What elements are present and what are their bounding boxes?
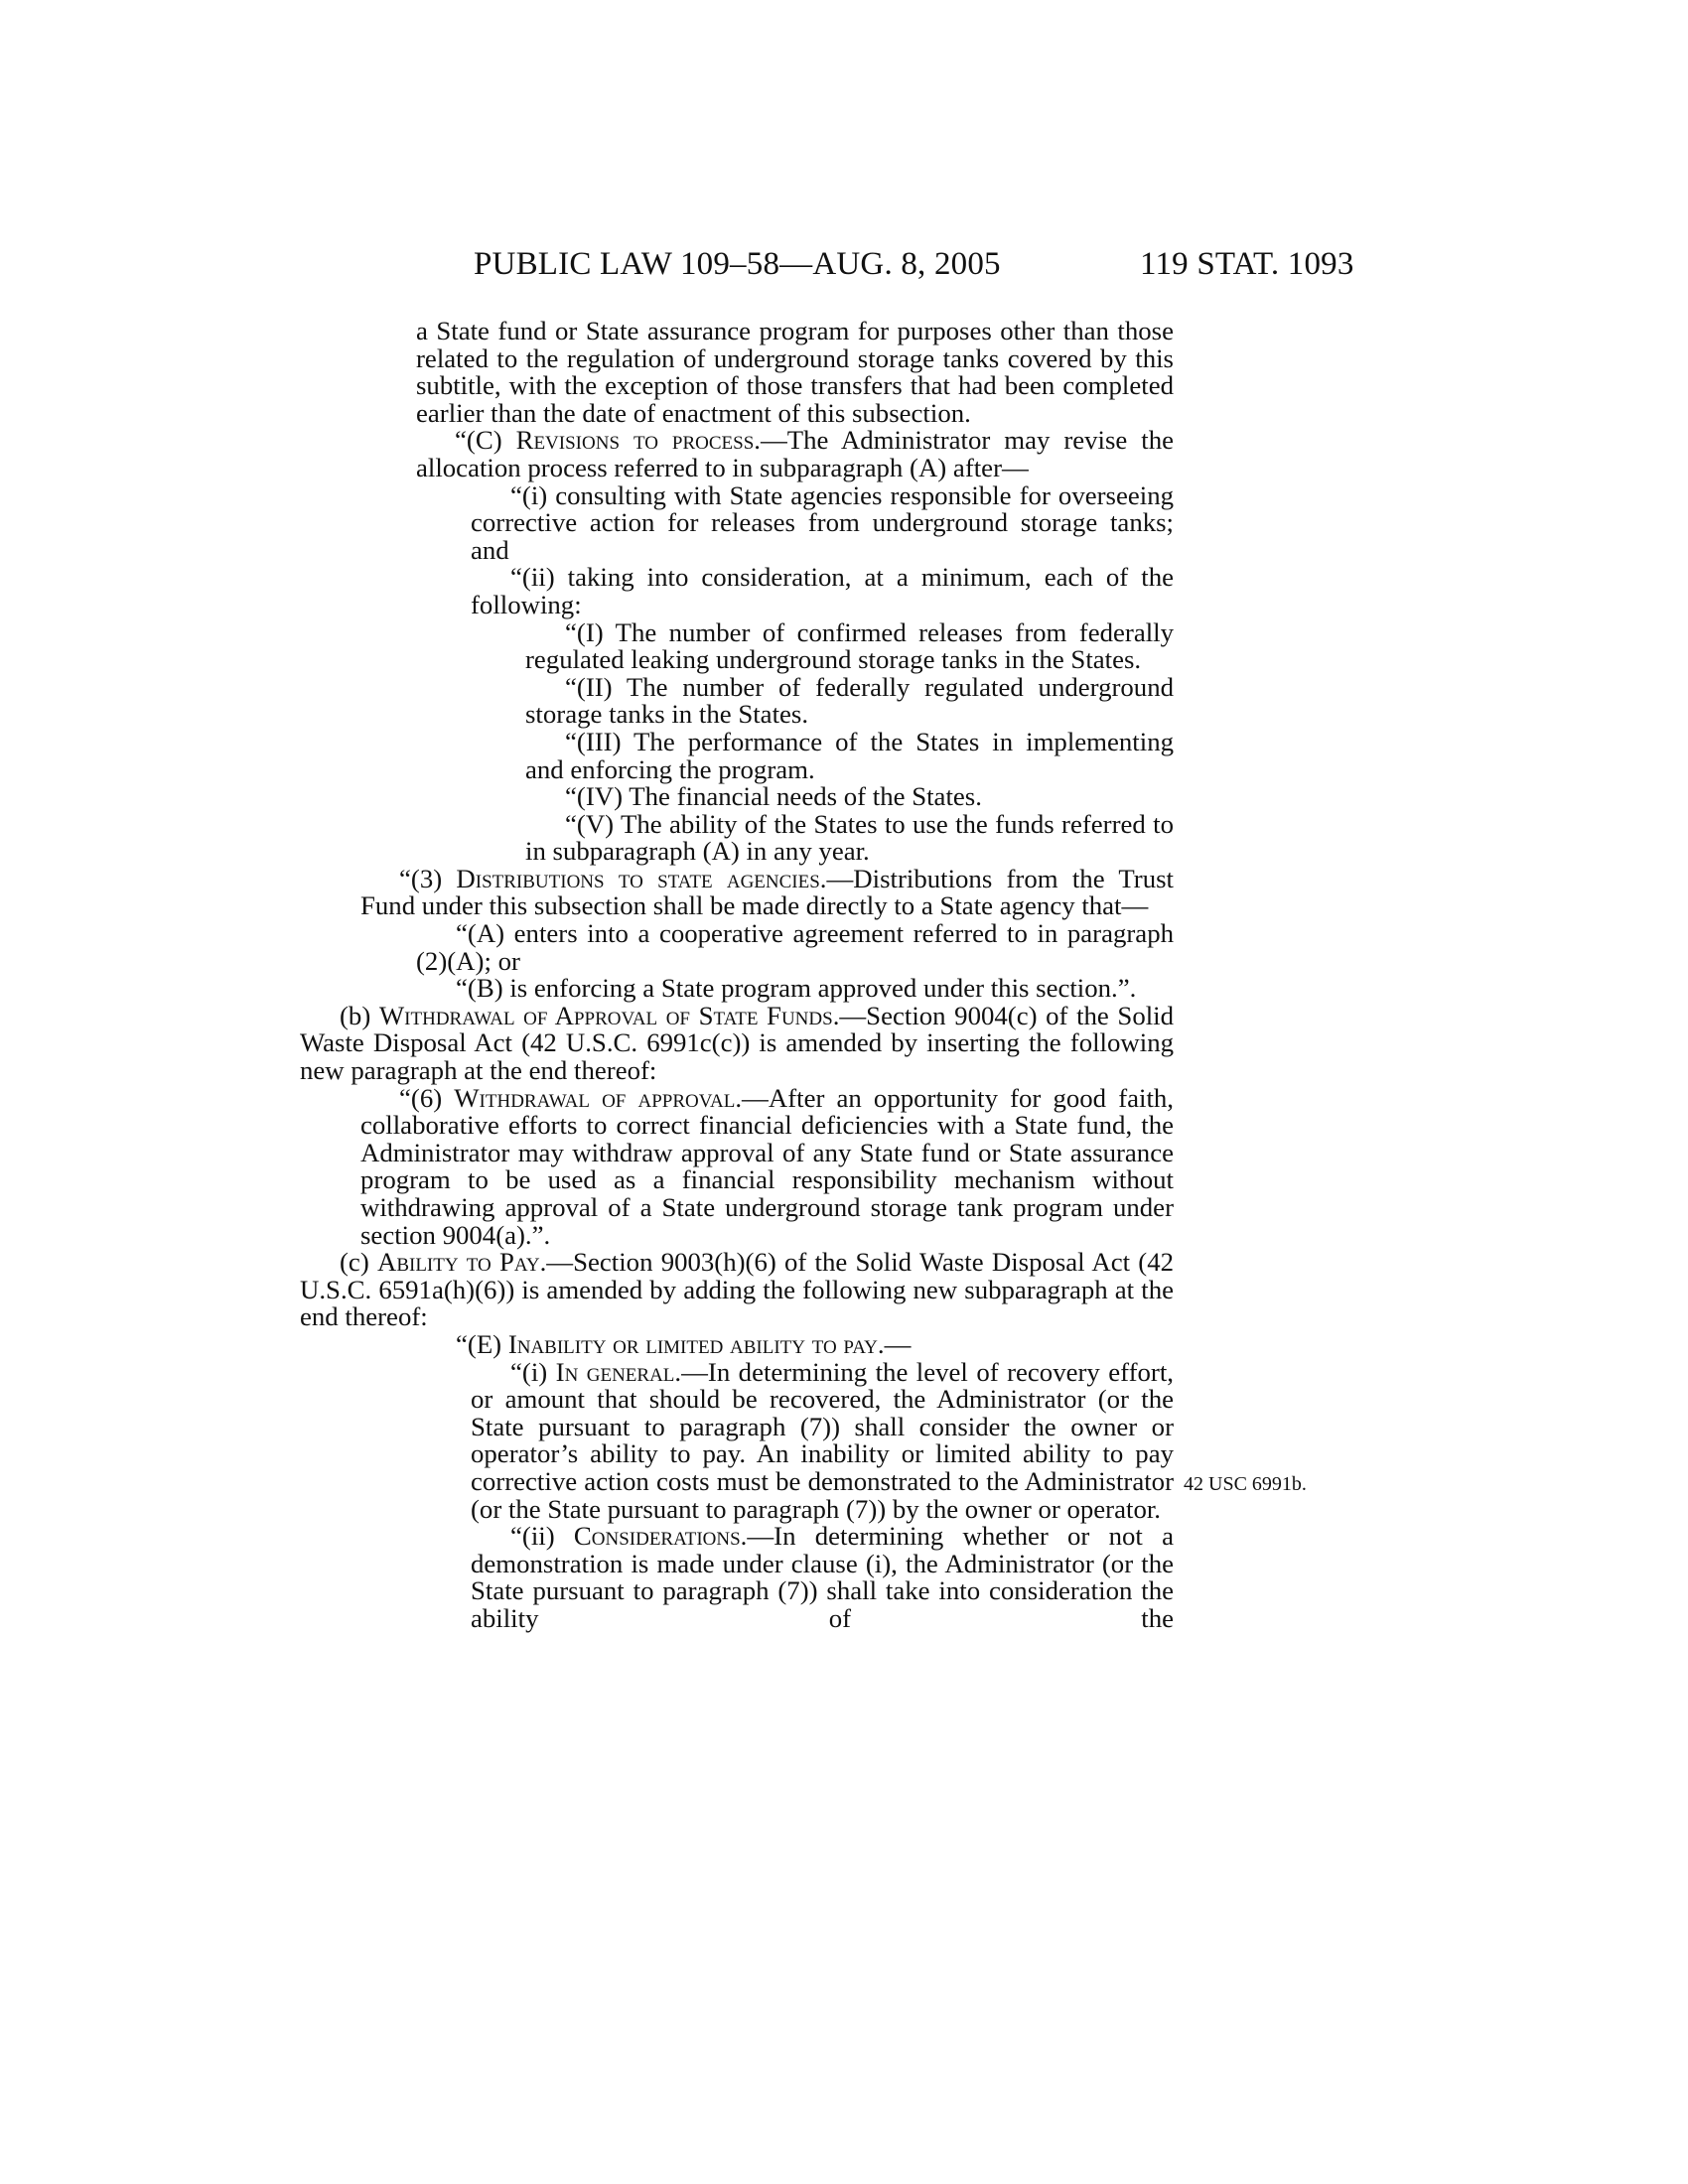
subsection-heading: Ability to Pay <box>376 1247 540 1278</box>
paragraph: “(6) Withdrawal of approval.—After an opportunity for good faith, collaborative efforts to correct financial deficiencies with a State fund, the Administrator may withdraw approval of any State fund or State assurance program to be used as a financial responsibility mechanism without withdrawing approval of a State underground storage tank program under section 9004(a).”. <box>360 1082 1175 1250</box>
statute-body <box>300 318 1174 1633</box>
paragraph: a State fund or State assurance program for purposes other than those related to the regulation of underground storage tanks covered by this subtitle, with the exception of those transfers that had been completed earlier than the date of enactment of this subsection. <box>416 316 1174 428</box>
running-head-page-number: 119 STAT. 1093 <box>1140 246 1354 282</box>
paragraph: “(ii) Considerations.—In determining whether or not a demonstration is made under clause (i), the Administrator (or the State pursuant to paragraph (7)) shall take into consideration the ability of the <box>471 1521 1174 1633</box>
subsection-heading: Withdrawal of approval <box>454 1082 736 1113</box>
margin-citation-note: 42 USC 6991b. <box>1184 1473 1307 1495</box>
subsection-heading: Withdrawal of Approval of State Funds <box>378 1000 833 1030</box>
paragraph: “(II) The number of federally regulated underground storage tanks in the States. <box>525 671 1174 730</box>
paragraph: “(i) In general.—In determining the level of recovery effort, or amount that should be recovered, the Administrator (or the State pursuant to paragraph (7)) shall consider the owner or operator’s ability to pay. An inability or limited ability to pay corrective action costs must be demonstrated to the Administrator (or the State pursuant to paragraph (7)) by the owner or operator. <box>471 1356 1174 1524</box>
subsection-heading: Considerations <box>573 1521 741 1552</box>
paragraph: “(V) The ability of the States to use the funds referred to in subparagraph (A) in any year. <box>525 808 1174 867</box>
paragraph: “(3) Distributions to state agencies.—Distributions from the Trust Fund under this subsection shall be made directly to a State agency that— <box>360 863 1174 921</box>
subsection-heading: Revisions to process <box>515 425 755 456</box>
subsection-heading: Inability or limited ability to pay <box>507 1328 878 1359</box>
running-head-title: PUBLIC LAW 109–58—AUG. 8, 2005 <box>474 246 1001 282</box>
paragraph: “(I) The number of confirmed releases from federally regulated leaking underground storage tanks in the States. <box>525 616 1174 675</box>
paragraph: “(i) consulting with State agencies responsible for overseeing corrective action for releases from underground storage tanks; and <box>471 479 1174 565</box>
subsection-heading: In general <box>555 1356 675 1387</box>
paragraph: “(IV) The financial needs of the States. <box>565 781 982 812</box>
paragraph: (c) Ability to Pay.—Section 9003(h)(6) of the Solid Waste Disposal Act (42 U.S.C. 6591a(h)(6)) is amended by adding the following new subparagraph at the end thereof: <box>300 1247 1174 1332</box>
paragraph: “(C) Revisions to process.—The Administrator may revise the allocation process referred to in subparagraph (A) after— <box>416 425 1175 482</box>
paragraph: “(E) Inability or limited ability to pay.— <box>456 1328 912 1359</box>
paragraph: “(A) enters into a cooperative agreement referred to in paragraph (2)(A); or <box>416 918 1174 976</box>
paragraph: (b) Withdrawal of Approval of State Funds.—Section 9004(c) of the Solid Waste Disposal Act (42 U.S.C. 6991c(c)) is amended by inserting the following new paragraph at the end thereof: <box>300 1000 1175 1086</box>
paragraph: “(ii) taking into consideration, at a minimum, each of the following: <box>471 562 1174 619</box>
paragraph: “(III) The performance of the States in implementing and enforcing the program. <box>525 726 1174 784</box>
paragraph: “(B) is enforcing a State program approved under this section.”. <box>456 973 1137 1004</box>
subsection-heading: Distributions to state agencies <box>456 863 820 893</box>
